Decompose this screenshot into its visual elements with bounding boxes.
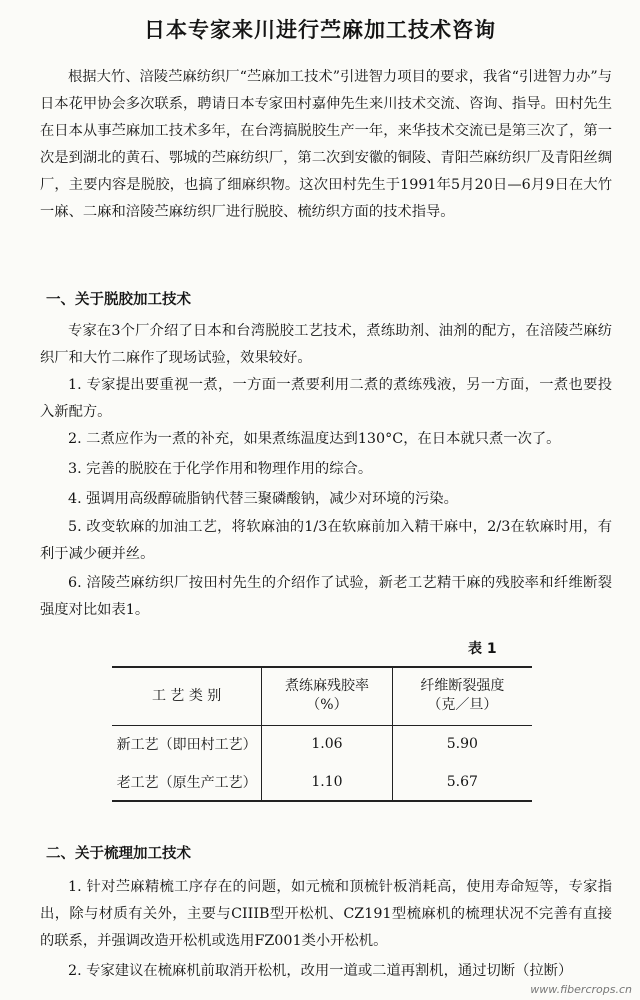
header-fiber-strength: 纤维断裂强度 （克／旦）: [392, 667, 532, 725]
section1-item-4: 4. 强调用高级醇硫脂钠代替三聚磷酸钠，减少对环境的污染。: [68, 491, 458, 507]
header-residual-gum: 煮练麻残胶率 （%）: [262, 667, 392, 725]
table-cell: 5.90: [446, 736, 478, 753]
section1-item-6: 6. 涪陵苎麻纺织厂按田村先生的介绍作了试验，新老工艺精干麻的残胶率和纤维断裂强度对比如表1。: [40, 575, 612, 618]
table-row: [112, 725, 532, 763]
table-label: 表 1: [468, 641, 497, 657]
table-cell: 5.67: [392, 763, 532, 801]
table-cell: 新工艺（即田村工艺）: [116, 737, 257, 754]
page-title: 日本专家来川进行苎麻加工技术咨询: [144, 18, 496, 42]
table-row: [112, 763, 532, 801]
intro-paragraph: 根据大竹、涪陵苎麻纺织厂“苎麻加工技术”引进智力项目的要求，我省“引进智力办”与日本花甲协会多次联系，聘请日本专家田村嘉伸先生来川技术交流、咨询、指导。田村先生在日本从事苎麻加工技术多年，在台湾搞脱胶生产一年，来华技术交流已是第三次了，第一次是到湖北的黄石、鄂城的苎麻纺织厂，第二次到安徽的铜陵、青阳苎麻纺织厂及青阳丝绸厂，主要内容是脱胶，也搞了细麻织物。这次田村先生于1991年5月20日—6月9日在大竹一麻、二麻和涪陵苎麻纺织厂进行脱胶、梳纺织方面的技术指导。: [40, 69, 612, 220]
table-cell: 1.10: [262, 763, 392, 801]
section1-item-2: 2. 二煮应作为一煮的补充，如果煮练温度达到130°C，在日本就只煮一次了。: [68, 431, 561, 447]
header-process-type: 工 艺 类 别: [112, 667, 262, 725]
section2-heading: 二、关于梳理加工技术: [46, 846, 191, 862]
section1-item-3: 3. 完善的脱胶在于化学作用和物理作用的综合。: [68, 461, 373, 477]
section1-item-5: 5. 改变软麻的加油工艺，将软麻油的1/3在软麻前加入精干麻中，2/3在软麻时用，有利于减少硬并丝。: [40, 519, 612, 562]
table-header-row: [112, 667, 532, 725]
section1-intro: 专家在3个厂介绍了日本和台湾脱胶工艺技术，煮练助剂、油剂的配方，在涪陵苎麻纺织厂和大竹二麻作了现场试验，效果较好。: [40, 323, 612, 366]
table-cell: 老工艺（原生产工艺）: [112, 763, 262, 801]
section1-item-1: 1. 专家提出要重视一煮，一方面一煮要利用二煮的煮练残液，另一方面，一煮也要投入新配方。: [40, 377, 612, 420]
table-cell: 1.06: [262, 725, 392, 763]
section2-item-1: 1. 针对苎麻精梳工序存在的问题，如元梳和顶梳针板消耗高，使用寿命短等，专家指出，除与材质有关外，主要与CIIIB型开松机、CZ191型梳麻机的梳理状况不完善有直接的联系，并强调改造开松机或选用FZ001类小开松机。: [40, 879, 612, 949]
section1-heading: 一、关于脱胶加工技术: [46, 292, 191, 308]
watermark-text: www.fibercrops.cn: [530, 983, 632, 996]
section2-item-2: 2. 专家建议在梳麻机前取消开松机，改用一道或二道再割机，通过切断（拉断）: [68, 963, 573, 979]
comparison-table: [112, 666, 532, 802]
